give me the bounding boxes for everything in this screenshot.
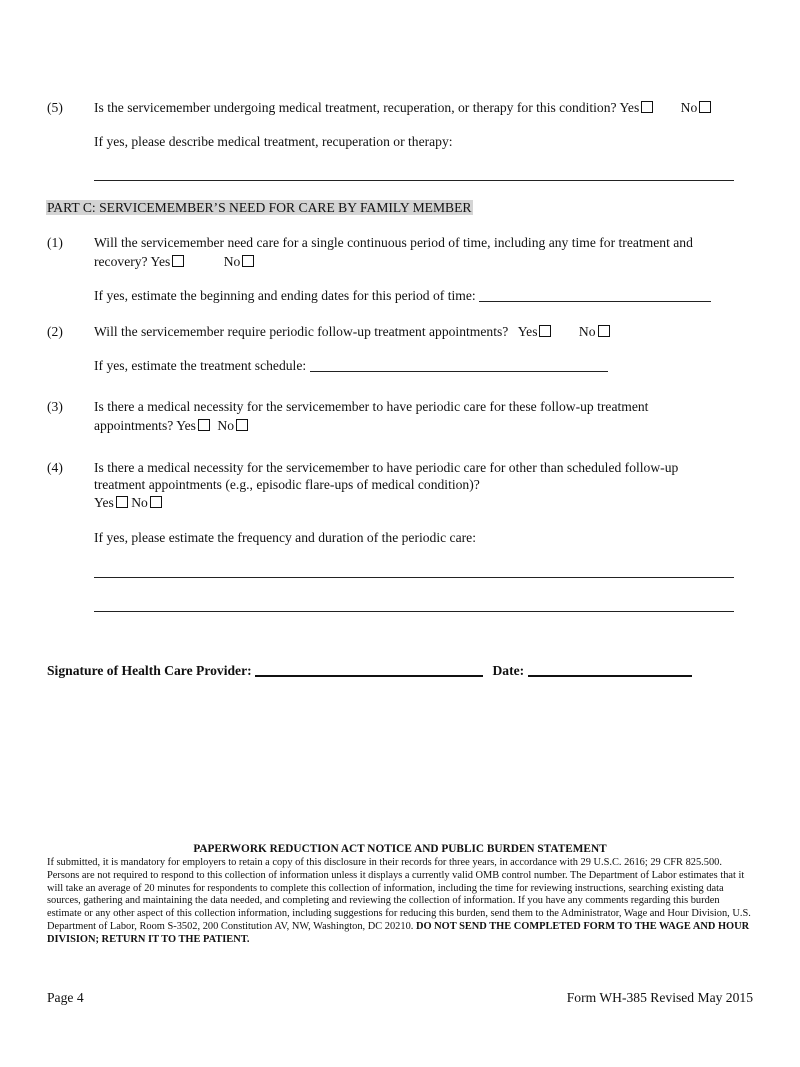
q3-line1: Is there a medical necessity for the servicemember to have periodic care for these follow-up treatment [94,399,649,414]
q1-line2 [94,253,254,271]
q5-no-checkbox[interactable] [699,101,711,113]
notice-bold-instruction: DO NOT SEND THE COMPLETED FORM TO THE WAGE AND HOUR DIVISION; RETURN IT TO THE PATIENT. [47,920,750,945]
q3-line2 [94,417,248,435]
q5-question [94,99,711,117]
q1-dates-field[interactable] [479,288,711,302]
q3-yes-label: Yes [176,418,196,433]
q2-question [94,323,610,341]
signature-field[interactable] [255,662,483,677]
q4-answer-line-2[interactable] [94,611,734,612]
q1-line1: Will the servicemember need care for a single continuous period of time, including any time for treatment and [94,235,693,250]
q3-number: (3) [47,399,63,414]
q4-yes-label: Yes [94,495,114,510]
q3-question-end: appointments? [94,418,174,433]
q4-followup: If yes, please estimate the frequency and duration of the periodic care: [94,530,476,545]
q3-no-checkbox[interactable] [236,419,248,431]
q2-followup [94,357,608,375]
q5-followup: If yes, please describe medical treatment, recuperation or therapy: [94,134,453,149]
part-c-heading: PART C: SERVICEMEMBER’S NEED FOR CARE BY FAMILY MEMBER [47,200,472,215]
q1-number: (1) [47,235,63,250]
q5-yes-label: Yes [619,100,640,115]
q2-number: (2) [47,324,63,339]
q5-answer-line[interactable] [94,180,734,181]
notice-body-text: If submitted, it is mandatory for employers to retain a copy of this disclosure in their records for three years, in accordance with 29 U.S.C. 2616; 29 CFR 825.500. Persons are not required to respond to this collection of information unless it displays a currently valid OMB control number. The Department of Labor estimates that it will take an average of 20 minutes for respondents to complete this collection of information, including the time for reviewing instructions, searching existing data sources, gathering and maintaining the data needed, and completing and reviewing the collection of information. If you have any comments regarding this burden estimate or any other aspect of this collection information, including suggestions for reducing this burden, send them to the Administrator, Wage and Hour Division, U.S. Department of Labor, Room S-3502, 200 Constitution AV, NW, Washington, DC 20210. [47,857,751,932]
q2-no-checkbox[interactable] [598,325,610,337]
q5-question-text: Is the servicemember undergoing medical treatment, recuperation, or therapy for this condition? [94,100,617,115]
q2-question-text: Will the servicemember require periodic follow-up treatment appointments? [94,324,509,339]
q1-no-label: No [223,254,241,269]
signature-row [47,662,692,680]
signature-label: Signature of Health Care Provider: [47,663,252,678]
q1-no-checkbox[interactable] [242,255,254,267]
page-number: Page 4 [47,990,84,1005]
q5-number: (5) [47,100,63,115]
date-field[interactable] [528,662,692,677]
q4-line2: treatment appointments (e.g., episodic flare-ups of medical condition)? [94,477,480,492]
notice-body [47,857,755,947]
q1-yes-label: Yes [150,254,171,269]
q2-yes-checkbox[interactable] [539,325,551,337]
q4-line1: Is there a medical necessity for the servicemember to have periodic care for other than scheduled follow-up [94,460,679,475]
form-revision: Form WH-385 Revised May 2015 [566,990,753,1005]
q4-number: (4) [47,460,63,475]
q2-no-label: No [578,324,596,339]
q3-yes-checkbox[interactable] [198,419,210,431]
q4-options [94,494,162,512]
q1-question-end: recovery? [94,254,148,269]
date-label: Date: [492,663,525,678]
q1-yes-checkbox[interactable] [172,255,184,267]
q1-followup [94,287,711,305]
q4-yes-checkbox[interactable] [116,496,128,508]
q2-schedule-field[interactable] [310,358,608,372]
q5-yes-checkbox[interactable] [641,101,653,113]
q2-followup-text: If yes, estimate the treatment schedule: [94,358,307,373]
q4-no-label: No [131,495,148,510]
q2-yes-label: Yes [517,324,538,339]
q4-no-checkbox[interactable] [150,496,162,508]
q3-no-label: No [217,418,234,433]
q1-followup-text: If yes, estimate the beginning and ending dates for this period of time: [94,288,476,303]
notice-title: PAPERWORK REDUCTION ACT NOTICE AND PUBLIC BURDEN STATEMENT [193,843,607,855]
q5-no-label: No [680,100,698,115]
q4-answer-line-1[interactable] [94,577,734,578]
